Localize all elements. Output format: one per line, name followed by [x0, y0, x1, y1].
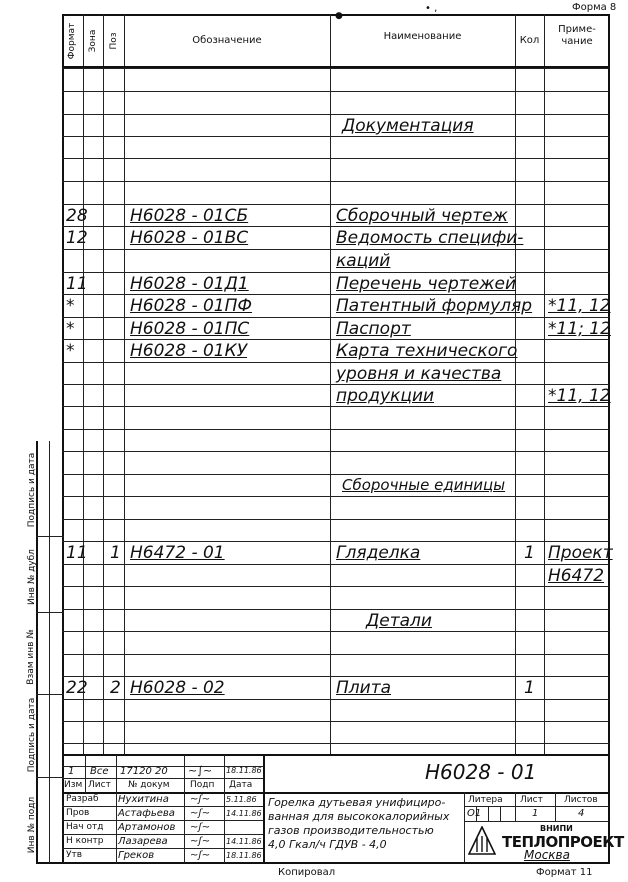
col-head-sign: Подп — [190, 780, 215, 790]
change-sign: ~∫~ — [188, 764, 213, 777]
row-separator — [62, 586, 609, 587]
tb-signature: ~ʃ~ — [190, 836, 211, 847]
row-separator — [62, 406, 609, 407]
side-label-replace-inv: Взам инв № — [26, 629, 36, 685]
tb-date: 14.11.86 — [226, 837, 262, 846]
tb-v-date — [263, 755, 265, 863]
row-separator — [62, 91, 609, 92]
row-name: Перечень чертежей — [336, 274, 517, 294]
row-name: Сборочный чертеж — [336, 206, 508, 226]
side-label-orig-inv: Инв № подл — [27, 796, 37, 854]
row-separator — [62, 564, 609, 565]
tb-row-4 — [62, 848, 264, 849]
tb-v-doc — [184, 755, 185, 863]
col-head-list: Лист — [88, 780, 111, 790]
row-separator — [62, 429, 609, 430]
top-dot: • , — [425, 3, 438, 14]
row-name: Карта технического — [336, 341, 518, 361]
header-designation: Обозначение — [192, 35, 262, 46]
frame-bottom — [36, 862, 610, 864]
product-name-line: 4,0 Гкал/ч ГДУВ - 4,0 — [268, 838, 387, 851]
row-format: 12 — [66, 228, 88, 248]
row-name: каций — [336, 251, 391, 271]
row-name: Ведомость специфи- — [336, 228, 524, 248]
org-top: ВНИПИ — [540, 824, 573, 833]
col-head-izm: Изм — [64, 780, 83, 790]
row-designation: Н6028 - 01ВС — [130, 228, 249, 248]
row-name: Плита — [336, 678, 392, 698]
row-format: * — [66, 296, 75, 316]
side-sep-3 — [36, 694, 64, 695]
row-separator — [62, 474, 609, 475]
row-separator — [62, 136, 609, 137]
tb-v-izm — [85, 755, 86, 793]
row-name: продукции — [336, 386, 435, 406]
row-separator — [62, 721, 609, 722]
tb-litera-cell-2 — [488, 806, 489, 821]
row-note: Проект — [548, 543, 613, 563]
litera-value: О1 — [467, 808, 482, 819]
tb-signature: ~ʃ~ — [190, 850, 211, 861]
row-separator — [62, 699, 609, 700]
tb-row-1 — [62, 806, 264, 807]
sheet-value: 1 — [532, 808, 539, 819]
tb-v-sheet — [515, 792, 516, 822]
side-frame-mid — [49, 441, 50, 863]
row-name: Гляделка — [336, 543, 421, 563]
row-separator — [62, 204, 609, 205]
row-pos: 2 — [110, 678, 121, 698]
row-separator — [62, 362, 609, 363]
row-separator — [62, 339, 609, 340]
row-separator — [62, 451, 609, 452]
row-separator — [62, 226, 609, 227]
tb-person-name: Лазарева — [118, 836, 168, 847]
sheet-head: Лист — [520, 795, 543, 805]
product-name-line: ванная для высококалорийных — [268, 810, 450, 823]
row-separator — [62, 158, 609, 159]
col-head-date: Дата — [229, 780, 253, 790]
row-separator — [62, 68, 609, 69]
tb-person-name: Нухитина — [118, 794, 169, 805]
tb-v-sheets — [555, 792, 556, 822]
footer-format: Формат 11 — [536, 867, 593, 878]
tb-role: Нач отд — [66, 822, 104, 832]
row-separator — [62, 181, 609, 182]
frame-right — [608, 14, 610, 862]
tb-row-2 — [62, 820, 264, 821]
row-format: 11 — [66, 274, 88, 294]
header-dot: ● — [335, 11, 343, 21]
row-note: Н6472 — [548, 566, 605, 586]
row-separator — [62, 631, 609, 632]
tb-person-name: Артамонов — [118, 822, 176, 833]
row-qty: 1 — [524, 678, 535, 698]
sheets-head: Листов — [564, 795, 598, 805]
tb-litera-cell-3 — [500, 806, 501, 821]
row-format: * — [66, 319, 75, 339]
org-city: Москва — [524, 848, 570, 862]
header-name: Наименование — [383, 31, 462, 42]
change-date: 18.11.86 — [226, 766, 262, 775]
product-name-line: Горелка дутьевая унифициро- — [268, 796, 446, 809]
header-zone: Зона — [88, 29, 98, 53]
row-designation: Н6028 - 01Д1 — [130, 274, 249, 294]
tb-v-litera — [464, 792, 465, 862]
title-col-head-top — [62, 778, 264, 779]
row-separator — [62, 249, 609, 250]
tb-v-sign — [224, 755, 225, 863]
row-note: *11, 12 — [548, 386, 611, 406]
tb-role: Н контр — [66, 836, 104, 846]
row-note: *11; 12 — [548, 319, 611, 339]
row-separator — [62, 519, 609, 520]
tb-date: 14.11.86 — [226, 809, 262, 818]
row-designation: Н6028 - 01ПС — [130, 319, 250, 339]
row-separator — [62, 654, 609, 655]
row-format: * — [66, 341, 75, 361]
tb-role: Разраб — [66, 794, 99, 804]
row-separator — [62, 114, 609, 115]
row-separator — [62, 317, 609, 318]
side-label-sign-date-2: Подпись и дата — [27, 697, 37, 773]
tb-litera-head-sep — [464, 806, 609, 807]
col-head-doc: № докум — [128, 780, 170, 790]
side-label-sign-date-1: Подпись и дата — [27, 452, 37, 528]
tb-date: 18.11.86 — [226, 851, 262, 860]
row-name: Сборочные единицы — [342, 476, 506, 494]
change-doc: 17120 20 — [120, 766, 168, 777]
row-name: Паспорт — [336, 319, 411, 339]
row-designation: Н6028 - 01КУ — [130, 341, 248, 361]
row-separator — [62, 496, 609, 497]
tb-role: Пров — [66, 808, 90, 818]
row-separator — [62, 294, 609, 295]
row-separator — [62, 541, 609, 542]
tb-designation: Н6028 - 01 — [425, 760, 537, 784]
row-name: уровня и качества — [336, 364, 502, 384]
tb-signature: ~ʃ~ — [190, 822, 211, 833]
change-list: Все — [90, 766, 109, 777]
change-izm: 1 — [68, 766, 75, 777]
tb-signature: ~ʃ~ — [190, 794, 211, 805]
tb-litera-val-sep — [464, 821, 609, 822]
row-separator — [62, 384, 609, 385]
row-name: Патентный формуляр — [336, 296, 533, 316]
tb-row-3 — [62, 834, 264, 835]
header-qty: Кол — [519, 35, 540, 46]
header-format: Формат — [67, 22, 77, 60]
side-sep-1 — [36, 536, 64, 537]
header-pos: Поз — [109, 32, 119, 50]
title-top — [62, 754, 609, 756]
row-qty: 1 — [524, 543, 535, 563]
row-name: Документация — [342, 116, 474, 136]
tb-person-name: Астафьева — [118, 808, 175, 819]
side-sep-2 — [36, 612, 64, 613]
row-pos: 1 — [110, 543, 121, 563]
tb-v-list — [116, 755, 117, 863]
form-label: Форма 8 — [572, 2, 617, 13]
row-separator — [62, 609, 609, 610]
row-separator — [62, 743, 609, 744]
row-designation: Н6472 - 01 — [130, 543, 225, 563]
tb-person-name: Греков — [118, 850, 155, 861]
row-designation: Н6028 - 02 — [130, 678, 225, 698]
row-format: 28 — [66, 206, 88, 226]
row-note: *11, 12 — [548, 296, 611, 316]
tb-date: 5.11.86 — [226, 795, 257, 804]
product-name-line: газов производительностью — [268, 824, 434, 837]
header-note: Приме- чание — [558, 24, 596, 47]
row-format: 22 — [66, 678, 88, 698]
teploproekt-logo-icon — [468, 826, 496, 856]
row-separator — [62, 676, 609, 677]
tb-role: Утв — [66, 850, 83, 860]
sheets-value: 4 — [578, 808, 585, 819]
tb-signature: ~ʃ~ — [190, 808, 211, 819]
litera-head: Литера — [468, 795, 503, 805]
side-label-dup-inv: Инв № дубл — [27, 549, 37, 605]
footer-copied: Копировал — [278, 867, 336, 878]
side-sep-4 — [36, 777, 64, 778]
row-designation: Н6028 - 01СБ — [130, 206, 249, 226]
org-main: ТЕПЛОПРОЕКТ — [502, 833, 624, 851]
row-name: Детали — [366, 611, 432, 631]
row-designation: Н6028 - 01ПФ — [130, 296, 253, 316]
row-format: 11 — [66, 543, 88, 563]
frame-left — [62, 14, 64, 862]
row-separator — [62, 272, 609, 273]
